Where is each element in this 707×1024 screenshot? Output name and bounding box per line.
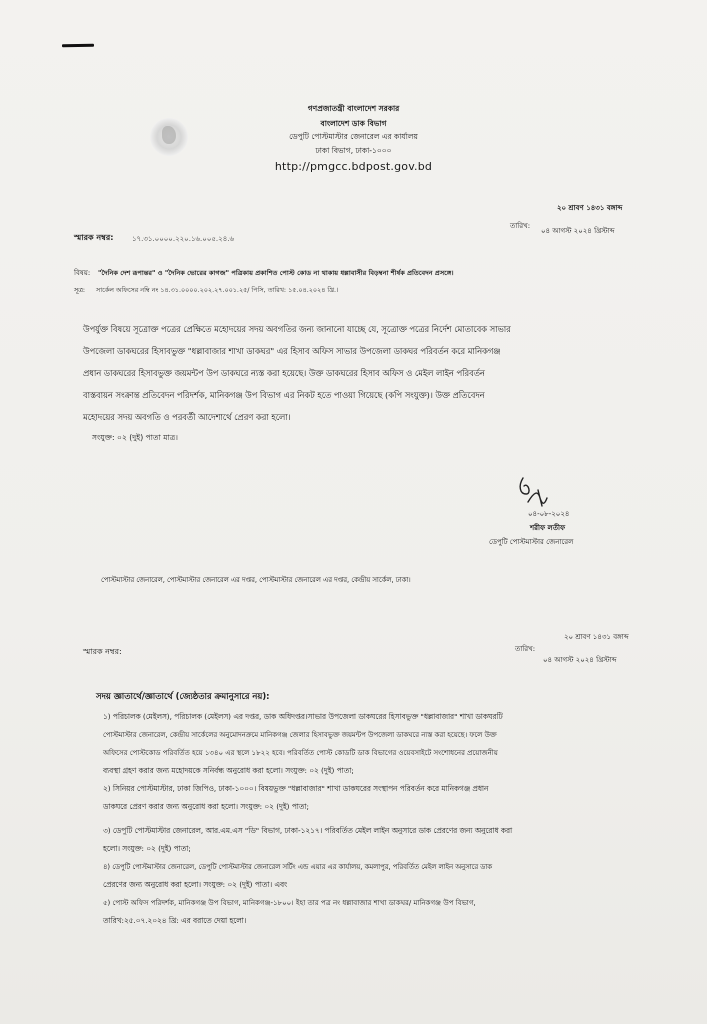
date-label: তারিখ:: [510, 222, 531, 230]
subject-label: বিষয়:: [74, 269, 91, 277]
body-line-4: বাস্তবায়ন সংক্রান্ত প্রতিবেদন পরিদর্শক, মানিকগঞ্জ উপ বিভাগ এর নিকট হতে পাওয়া গিয়েছে (কপি সংযুক্ত)। উক্ত প্রতিবেদন: [83, 390, 485, 400]
memo-number-label: স্মারক নম্বর:: [74, 233, 114, 242]
header-line-2: বাংলাদেশ ডাক বিভাগ: [320, 119, 387, 128]
attachment-note: সংযুক্ত: ০২ (দুই) পাতা মাত্র।: [92, 433, 178, 442]
distribution-line-11: ৫) পোস্ট অফিস পরিদর্শক, মানিকগঞ্জ উপ বিভাগ, মানিকগঞ্জ-১৮০০। ইহা তার পত্র নং ধল্লাবাজার শাখা ডাকঘর/ মানিকগঞ্জ উপ বিভাগ,: [103, 899, 476, 907]
addressee: পোস্টমাস্টার জেনারেল, পোস্টমাস্টার জেনারেল এর দপ্তর, পোস্টমাস্টার জেনারেল এর দপ্তর, কেন্দ্রীয় সার্কেল, ঢাকা।: [101, 576, 411, 584]
memo2-number-label: স্মারক নম্বর:: [83, 647, 122, 656]
memo2-english-date: ০৪ আগস্ট ২০২৪ খ্রিস্টাব্দ: [543, 656, 617, 664]
signature-date: ০৪-০৮-২০২৪: [528, 510, 570, 518]
bangla-date: ২০ শ্রাবণ ১৪৩১ বঙ্গাব্দ: [557, 204, 623, 212]
reference-label: সূত্র:: [74, 286, 86, 294]
distribution-line-8: হলো। সংযুক্ত: ০২ (দুই) পাতা;: [103, 844, 191, 853]
reference-text: সার্কেল অফিসের নম্বি নং ১৪.৩১.০০০০.২০২.২৭.০০১.২৫/ পিসি, তারিখ: ১৫.০৪.২০২৪ খ্রি.।: [96, 286, 339, 294]
memo-number: ১৭.৩১.০০০০.২২০.১৬.০০৫.২৪.৬: [132, 235, 235, 243]
body-line-5: মহোদয়ের সদয় অবগতি ও পরবর্তী আদেশার্থে প্রেরণ করা হলো।: [83, 412, 291, 422]
distribution-line-5: ২) সিনিয়র পোস্টমাস্টার, ঢাকা জিপিও, ঢাকা-১০০০। বিষয়ভুক্ত "ধল্লাবাজার" শাখা ডাকঘরের সংস্থাপন পরিবর্তন করে মানিকগঞ্জ প্রধান: [103, 784, 489, 793]
distribution-line-7: ৩) ডেপুটি পোস্টমাস্টার জেনারেল, আর.এম.এস "ডি" বিভাগ, ঢাকা-১২১৭। পরিবর্তিত মেইল লাইন অনুসারে ডাক প্রেরণের জন্য অনুরোধ করা: [103, 826, 513, 835]
distribution-line-2: পোস্টমাস্টার জেনারেল, কেন্দ্রীয় সার্কেলের অনুমোদনক্রমে মানিকগঞ্জ জেলার হিসাবভুক্ত জয়মন্টপ উপজেলা ডাকঘরে ন্যস্ত করা হয়েছে। ফলে উক্ত: [103, 731, 497, 739]
margin-mark: [62, 44, 94, 48]
signatory-designation: ডেপুটি পোস্টমাস্টার জেনারেল: [489, 538, 574, 546]
header-line-3: ডেপুটি পোস্টমাস্টার জেনারেল এর কার্যালয়: [289, 132, 418, 141]
distribution-line-10: প্রেরণের জন্য অনুরোধ করা হলো। সংযুক্ত: ০২ (দুই) পাতা। এবং: [103, 880, 288, 889]
header-line-1: গণপ্রজাতন্ত্রী বাংলাদেশ সরকার: [307, 104, 400, 113]
header-url: http://pmgcc.bdpost.gov.bd: [274, 160, 433, 173]
distribution-line-3: অফিসের পোস্টকোড পরিবর্তিত হয়ে ১৩৪০ এর স্থলে ১৮২২ হবে। পরিবর্তিত পোস্ট কোডটি ডাক বিভাগের ওয়েবসাইটে সংশোধনের প্রয়োজনীয়: [103, 749, 498, 757]
body-line-2: উপজেলা ডাকঘরের হিসাবভুক্ত "ধল্লাবাজার শাখা ডাকঘর" এর হিসাব অফিস সাভার উপজেলা ডাকঘর পরিবর্তন করে মানিকগঞ্জ: [83, 346, 501, 356]
english-date: ০৪ আগস্ট ২০২৪ খ্রিস্টাব্দ: [541, 227, 615, 235]
handwritten-signature: [514, 472, 556, 512]
distribution-line-1: ১) পরিচালক (মেইলস), পরিচালক (মেইলস) এর দপ্তর, ডাক অধিদপ্তর।সাভার উপজেলা ডাকঘরের হিসাবভুক্ত "ধল্লাবাজার" শাখা ডাকঘরটি: [103, 712, 503, 721]
signatory-name: শরীফ লতীফ: [530, 524, 566, 532]
distribution-line-9: ৪) ডেপুটি পোস্টমাস্টার জেনারেল, ডেপুটি পোস্টমাস্টার জেনারেল সর্টিং এন্ড এয়ার এর কার্যালয়, কমলাপুর, পরিবর্তিত মেইল লাইন অনুসারে ডাক: [103, 863, 493, 871]
memo2-date-label: তারিখ:: [515, 645, 536, 653]
body-line-1: উপর্যুক্ত বিষয়ে সূত্রোক্ত পত্রের প্রেক্ষিতে মহোদয়ের সদয় অবগতির জন্য জানানো যাচ্ছে যে, সূত্রোক্ত পত্রের নির্দেশ মোতাবেক সাভার: [83, 324, 511, 334]
distribution-line-4: ব্যবস্থা গ্রহণ করার জন্য মহোদয়কে সনির্বন্ধ অনুরোধ করা হলো। সংযুক্ত: ০২ (দুই) পাতা;: [103, 766, 354, 775]
distribution-heading: সদয় জ্ঞাতার্থে/জ্ঞাতার্থে (জ্যেষ্ঠতার ক্রমানুসারে নয়):: [96, 691, 270, 701]
header-line-4: ঢাকা বিভাগ, ঢাকা-১০০০: [315, 146, 392, 155]
memo2-bangla-date: ২০ শ্রাবণ ১৪৩১ বঙ্গাব্দ: [564, 633, 629, 641]
distribution-line-12: তারিখ:২৫.০৭.২০২৪ খ্রি: এর বরাতে দেয়া হলো।: [103, 916, 247, 925]
distribution-line-6: ডাকঘরে প্রেরণ করার জন্য অনুরোধ করা হলো। সংযুক্ত: ০২ (দুই) পাতা;: [103, 802, 309, 811]
subject-text: "দৈনিক দেশ রূপান্তর" ও "দৈনিক ভোরের কাগজ" পত্রিকায় প্রকাশিত পোস্ট কোড না থাকায় ধল্লাবাসীর বিড়ম্বনা শীর্ষক প্রতিবেদন প্রসঙ্গে।: [98, 269, 454, 277]
body-line-3: প্রধান ডাকঘরের হিসাবভুক্ত জয়মন্টপ উপ ডাকঘরে ন্যস্ত করা হয়েছে। উক্ত ডাকঘরের হিসাব অফিস ও মেইল লাইন পরিবর্তন: [83, 368, 485, 378]
